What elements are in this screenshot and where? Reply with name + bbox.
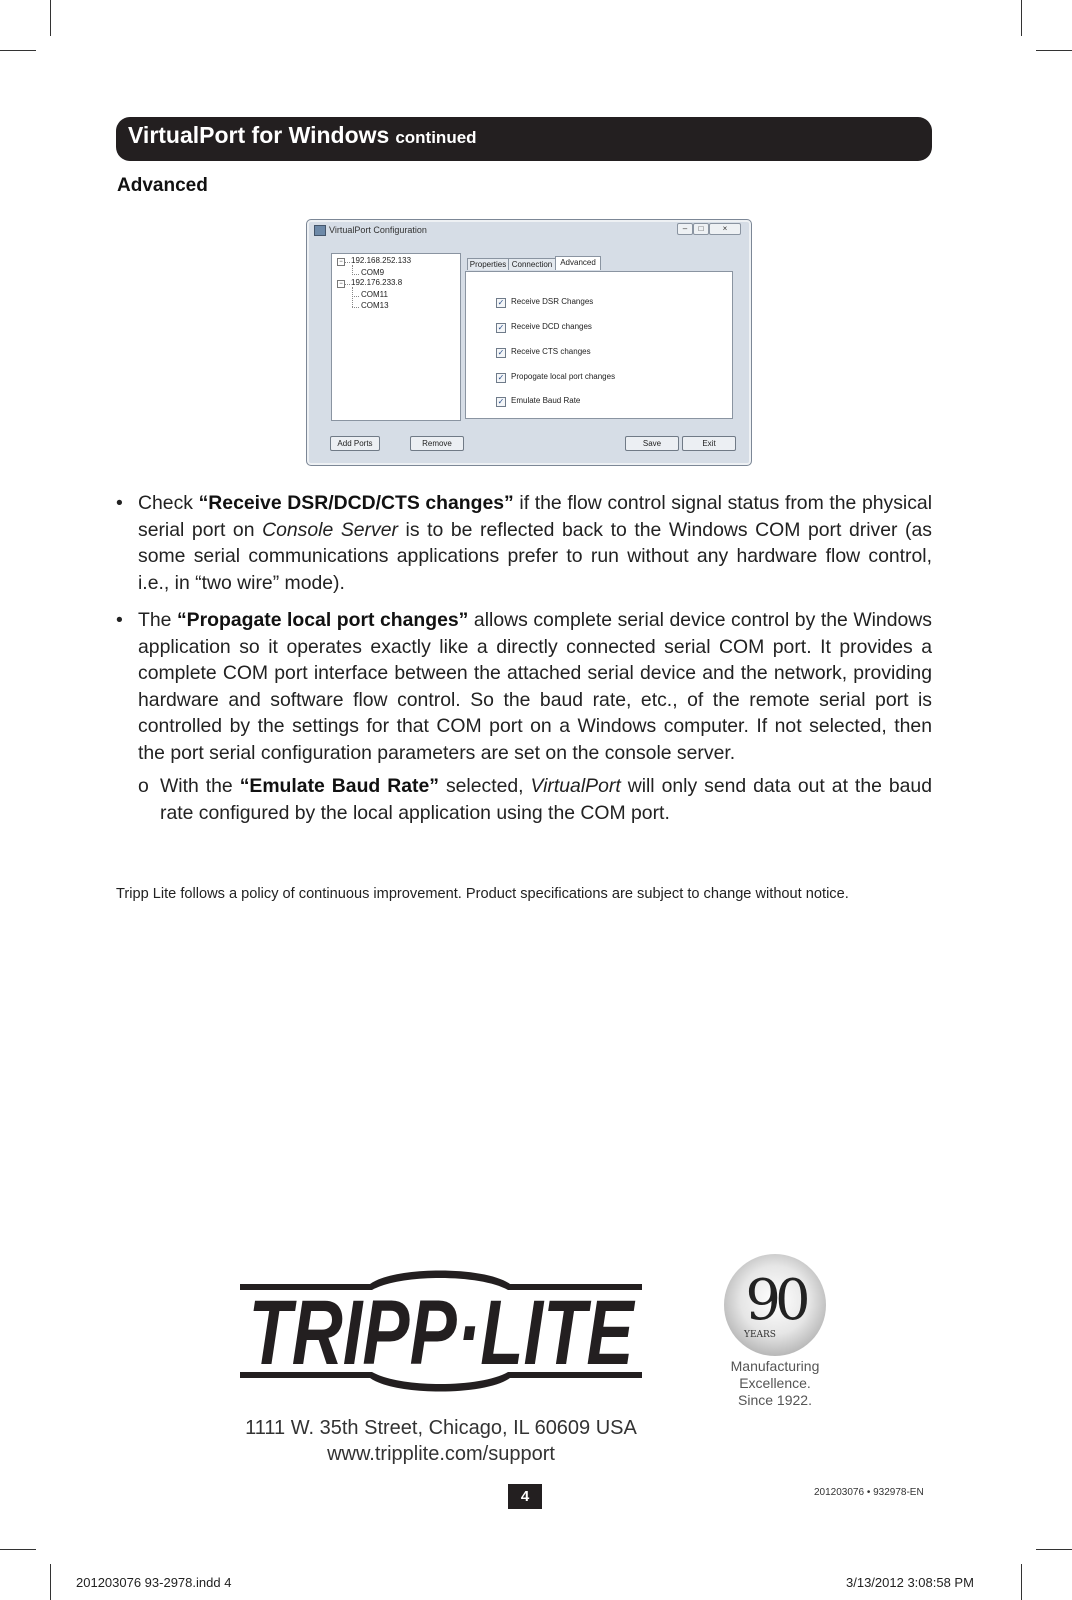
tagline-line: Manufacturing (730, 1358, 820, 1374)
advanced-panel (465, 271, 733, 419)
close-icon[interactable]: × (709, 223, 741, 235)
seal-tagline (712, 1358, 838, 1409)
tree-line (345, 262, 350, 263)
tree-line (352, 287, 353, 307)
crop-mark (0, 1549, 36, 1550)
tab-connection[interactable]: Connection (508, 258, 556, 270)
sub-bullet-marker: o (138, 775, 149, 797)
exit-button[interactable]: Exit (682, 436, 736, 451)
crop-mark (1021, 0, 1022, 36)
tree-line (352, 274, 359, 275)
text-run: With the (160, 775, 240, 797)
crop-mark (1036, 50, 1072, 51)
sub-heading: Advanced (117, 175, 208, 196)
crop-mark (50, 0, 51, 36)
option-label: Propogate local port changes (511, 372, 616, 381)
option-label: Emulate Baud Rate (511, 396, 581, 405)
crop-mark (1036, 1549, 1072, 1550)
tree-line (345, 284, 350, 285)
crop-mark (1021, 1564, 1022, 1600)
config-dialog (306, 219, 752, 466)
app-icon (314, 225, 326, 236)
option-label: Receive DCD changes (511, 322, 592, 331)
logo-graphic (240, 1266, 642, 1396)
text-run: The (138, 609, 177, 631)
maximize-icon[interactable]: □ (693, 223, 709, 235)
bullet-propagate (116, 607, 932, 826)
document-number: 201203076 • 932978-EN (814, 1487, 924, 1498)
page-number: 4 (508, 1484, 542, 1509)
tagline-line: Excellence. (739, 1375, 811, 1391)
crop-mark (50, 1564, 51, 1600)
bullet-icon: • (116, 492, 123, 514)
text-run: allows complete serial device control by the Windows application so it operates exactly like a directly connected serial COM port. It provides a complete COM port interface between the attached serial device and the network, providing hardware and software flow control. So the baud rate, etc., of the remote serial port is controlled by the settings for that COM port on a Windows computer. If not selected, then the port serial configuration parameters are set on the console server. (138, 609, 932, 764)
collapse-icon[interactable]: − (337, 258, 345, 266)
tripp-lite-logo (240, 1266, 642, 1396)
policy-notice: Tripp Lite follows a policy of continuous improvement. Product specifications are subject to change without notice. (116, 886, 849, 902)
tree-line (352, 296, 359, 297)
text-run: Check (138, 492, 199, 514)
tree-line (352, 307, 359, 308)
seal-number: 90 (745, 1268, 805, 1333)
option-label: Receive DSR Changes (511, 297, 594, 306)
italic-term: Console Server (262, 518, 398, 541)
tree-node-host[interactable]: 192.168.252.133 (351, 256, 412, 265)
checkbox-icon[interactable]: ✓ (497, 348, 505, 357)
minimize-icon[interactable]: – (677, 223, 693, 235)
checkbox-icon[interactable]: ✓ (497, 373, 505, 382)
tab-advanced[interactable]: Advanced (555, 256, 601, 270)
save-button[interactable]: Save (625, 436, 679, 451)
checkbox-icon[interactable]: ✓ (497, 397, 505, 406)
bullet-icon: • (116, 609, 123, 631)
company-address: 1111 W. 35th Street, Chicago, IL 60609 USA (245, 1417, 637, 1439)
tree-node-port[interactable]: COM13 (361, 301, 389, 310)
crop-mark (0, 50, 36, 51)
body-text (116, 490, 932, 837)
sub-bullet-emulate-baud (116, 773, 932, 826)
port-tree (331, 253, 461, 421)
checkbox-icon[interactable]: ✓ (497, 298, 505, 307)
text-run: is to be reflected back to the Windows COM port driver (as some serial communications applications prefer to run without any hardware flow control, i.e., in “two wire” mode). (138, 518, 932, 594)
section-header-bar (116, 117, 932, 161)
tagline-line: Since 1922. (738, 1392, 812, 1408)
tree-node-port[interactable]: COM9 (361, 268, 385, 277)
bold-term: “Propagate local port changes” (176, 609, 469, 631)
text-run: will only send data out at the baud rate configured by the local application using the COM port. (160, 775, 933, 824)
tree-node-host[interactable]: 192.176.233.8 (351, 278, 403, 287)
seal-years: YEARS (744, 1330, 776, 1340)
bold-term: “Receive DSR/DCD/CTS changes” (198, 492, 514, 514)
option-receive-cts[interactable] (496, 347, 591, 358)
option-propagate-local[interactable] (496, 372, 615, 383)
bold-term: “Emulate Baud Rate” (239, 775, 439, 797)
option-emulate-baud[interactable] (496, 396, 580, 407)
italic-term: VirtualPort (530, 775, 621, 797)
section-subtitle: continued (395, 128, 477, 147)
text-run: if the flow control signal status from the physical serial port on (138, 492, 933, 541)
option-label: Receive CTS changes (511, 347, 591, 356)
anniversary-seal (724, 1254, 826, 1356)
bullet-receive-changes (116, 490, 932, 596)
option-receive-dcd[interactable] (496, 322, 592, 333)
option-receive-dsr[interactable] (496, 297, 593, 308)
logo-wordmark: TRIPP·LITE (248, 1282, 636, 1384)
slug-timestamp: 3/13/2012 3:08:58 PM (846, 1575, 974, 1590)
section-title: VirtualPort for Windows (128, 122, 390, 148)
collapse-icon[interactable]: − (337, 280, 345, 288)
tab-properties[interactable]: Properties (467, 258, 509, 270)
dialog-title: VirtualPort Configuration (329, 225, 427, 235)
tree-node-port[interactable]: COM11 (361, 290, 388, 299)
checkbox-icon[interactable]: ✓ (497, 323, 505, 332)
text-run: selected, (438, 775, 531, 797)
slug-filename: 201203076 93-2978.indd 4 (76, 1575, 232, 1590)
support-website[interactable]: www.tripplite.com/support (327, 1443, 555, 1465)
remove-button[interactable]: Remove (410, 436, 464, 451)
add-ports-button[interactable]: Add Ports (330, 436, 380, 451)
